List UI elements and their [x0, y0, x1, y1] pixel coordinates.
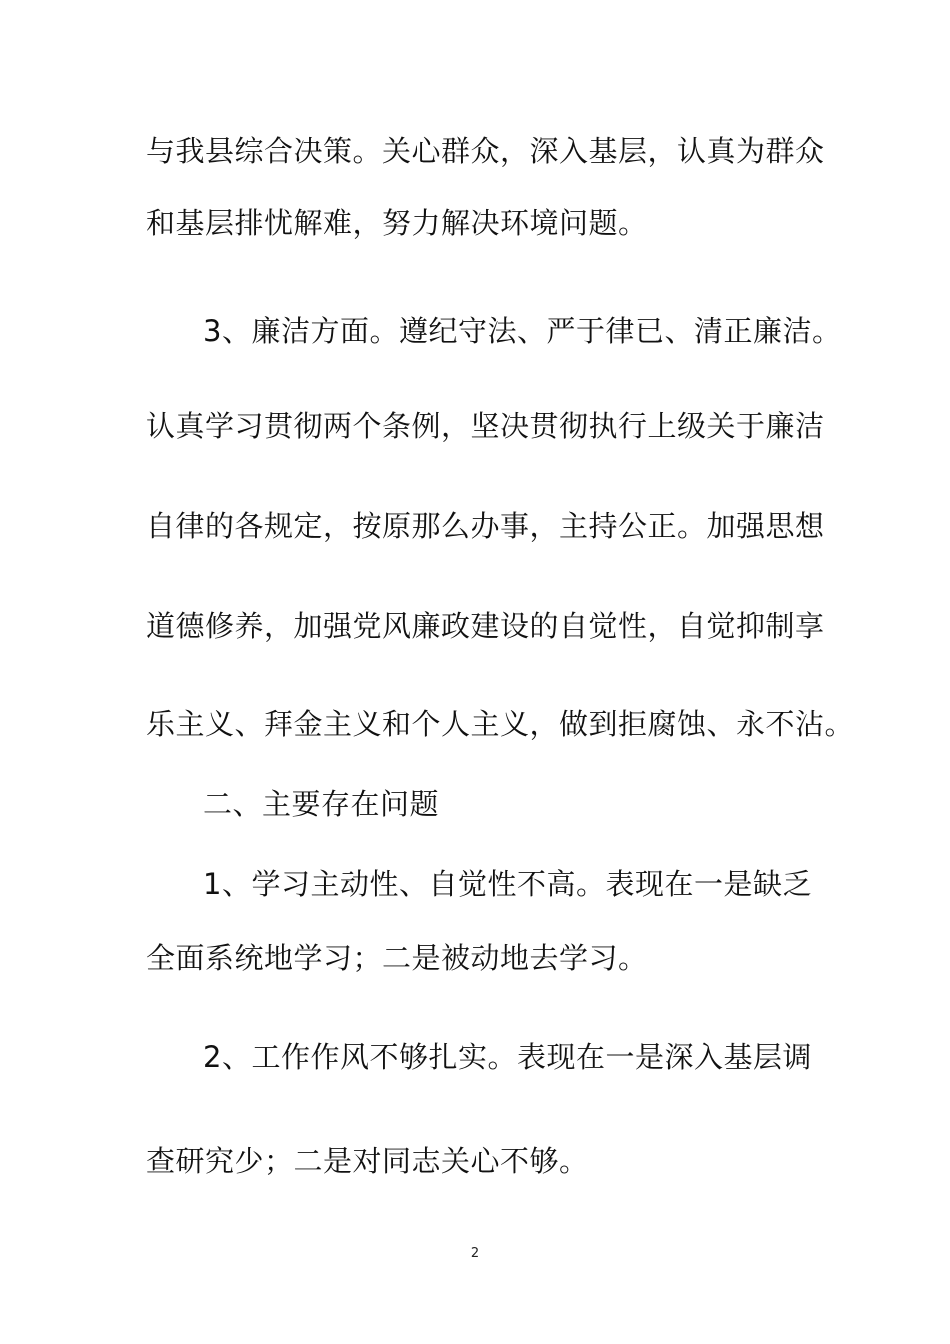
body-text-line: 全面系统地学习；二是被动地去学习。 [146, 941, 648, 975]
body-text-line: 查研究少；二是对同志关心不够。 [146, 1144, 589, 1178]
problem-item-1: 1、学习主动性、自觉性不高。表现在一是缺乏 [203, 867, 812, 901]
section-heading-problems: 二、主要存在问题 [203, 787, 440, 821]
body-text-line: 道德修养，加强党风廉政建设的自觉性，自觉抑制享 [146, 609, 825, 643]
body-text-line: 和基层排忧解难，努力解决环境问题。 [146, 206, 648, 240]
page-number: 2 [470, 1246, 480, 1261]
body-text-line: 认真学习贯彻两个条例，坚决贯彻执行上级关于廉洁 [146, 409, 825, 443]
body-text-line: 乐主义、拜金主义和个人主义，做到拒腐蚀、永不沾。 [146, 707, 855, 741]
body-text-line: 与我县综合决策。关心群众，深入基层，认真为群众 [146, 134, 825, 168]
section-paragraph-integrity: 3、廉洁方面。遵纪守法、严于律已、清正廉洁。 [203, 314, 842, 348]
body-text-line: 自律的各规定，按原那么办事，主持公正。加强思想 [146, 509, 825, 543]
problem-item-2: 2、工作作风不够扎实。表现在一是深入基层调 [203, 1040, 812, 1074]
